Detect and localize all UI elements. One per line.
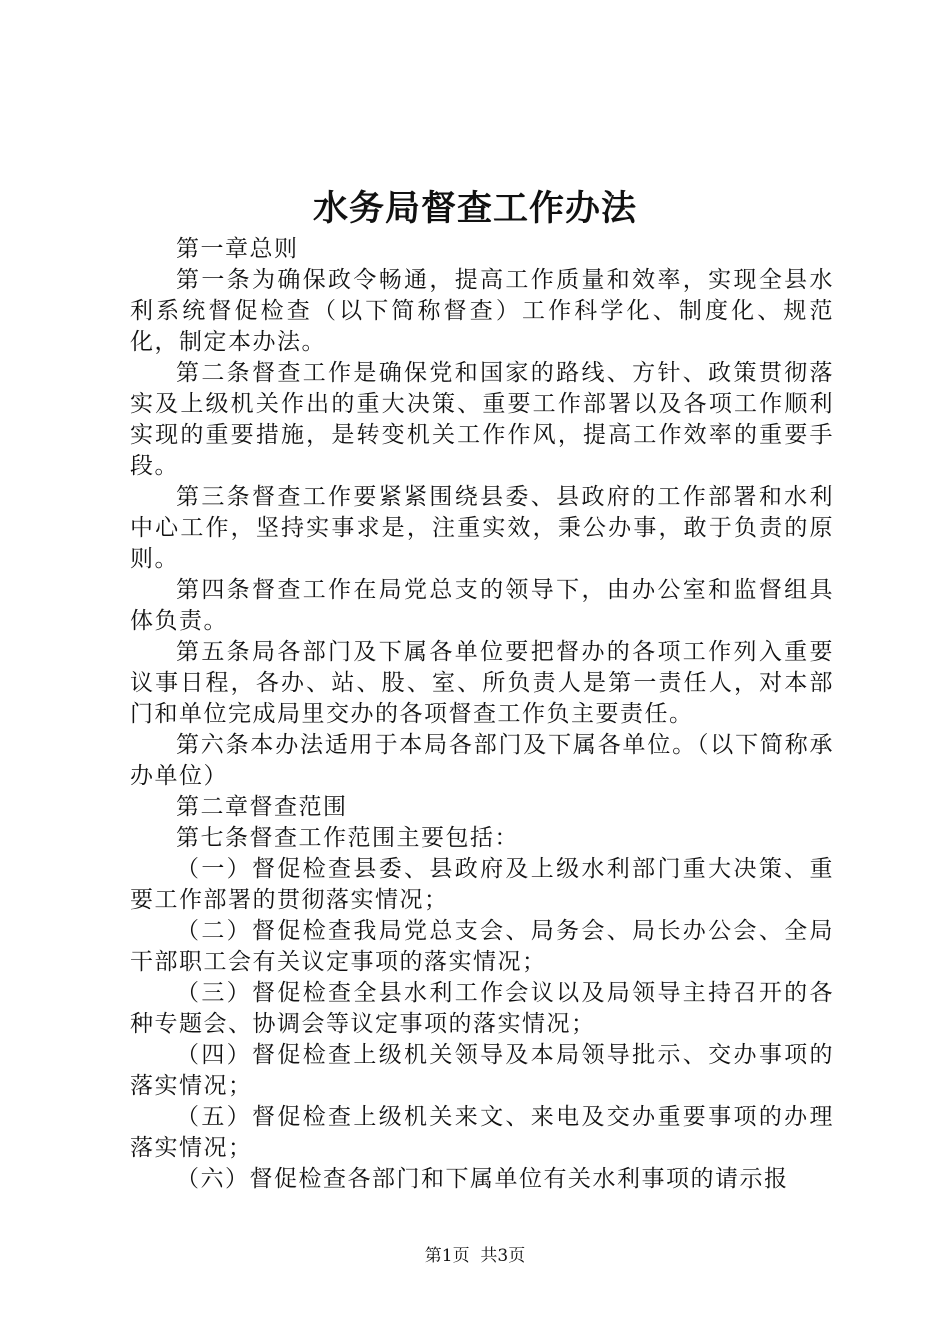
list-item: （六）督促检查各部门和下属单位有关水利事项的请示报 [176, 1166, 789, 1192]
document-body [130, 234, 834, 1195]
article-paragraph: 第七条督查工作范围主要包括： [176, 825, 519, 851]
article-paragraph: 第二条督查工作是确保党和国家的路线、方针、政策贯彻落实及上级机关作出的重大决策、重要工作部署以及各项工作顺利实现的重要措施，是转变机关工作作风，提高工作效率的重要手段。 [130, 360, 834, 479]
page-total: 共3页 [480, 1246, 526, 1266]
list-item: （二）督促检查我局党总支会、局务会、局长办公会、全局干部职工会有关议定事项的落实情况； [130, 918, 834, 975]
chapter-heading: 第二章督查范围 [176, 794, 348, 820]
page-footer [0, 1244, 950, 1268]
list-item: （一）督促检查县委、县政府及上级水利部门重大决策、重要工作部署的贯彻落实情况； [130, 856, 834, 913]
list-item: （四）督促检查上级机关领导及本局领导批示、交办事项的落实情况； [130, 1042, 834, 1099]
list-item: （三）督促检查全县水利工作会议以及局领导主持召开的各种专题会、协调会等议定事项的落实情况； [130, 980, 834, 1037]
article-paragraph: 第一条为确保政令畅通，提高工作质量和效率，实现全县水利系统督促检查（以下简称督查）工作科学化、制度化、规范化，制定本办法。 [130, 267, 834, 355]
article-paragraph: 第三条督查工作要紧紧围绕县委、县政府的工作部署和水利中心工作，坚持实事求是，注重实效，秉公办事，敢于负责的原则。 [130, 484, 834, 572]
list-item: （五）督促检查上级机关来文、来电及交办重要事项的办理落实情况； [130, 1104, 834, 1161]
page-number: 第1页 [424, 1246, 470, 1266]
article-paragraph: 第五条局各部门及下属各单位要把督办的各项工作列入重要议事日程，各办、站、股、室、所负责人是第一责任人，对本部门和单位完成局里交办的各项督查工作负主要责任。 [130, 639, 834, 727]
article-paragraph: 第四条督查工作在局党总支的领导下，由办公室和监督组具体负责。 [130, 577, 834, 634]
chapter-heading: 第一章总则 [176, 236, 299, 262]
article-paragraph: 第六条本办法适用于本局各部门及下属各单位。（以下简称承办单位） [130, 732, 834, 789]
document-title: 水务局督查工作办法 [312, 188, 637, 229]
